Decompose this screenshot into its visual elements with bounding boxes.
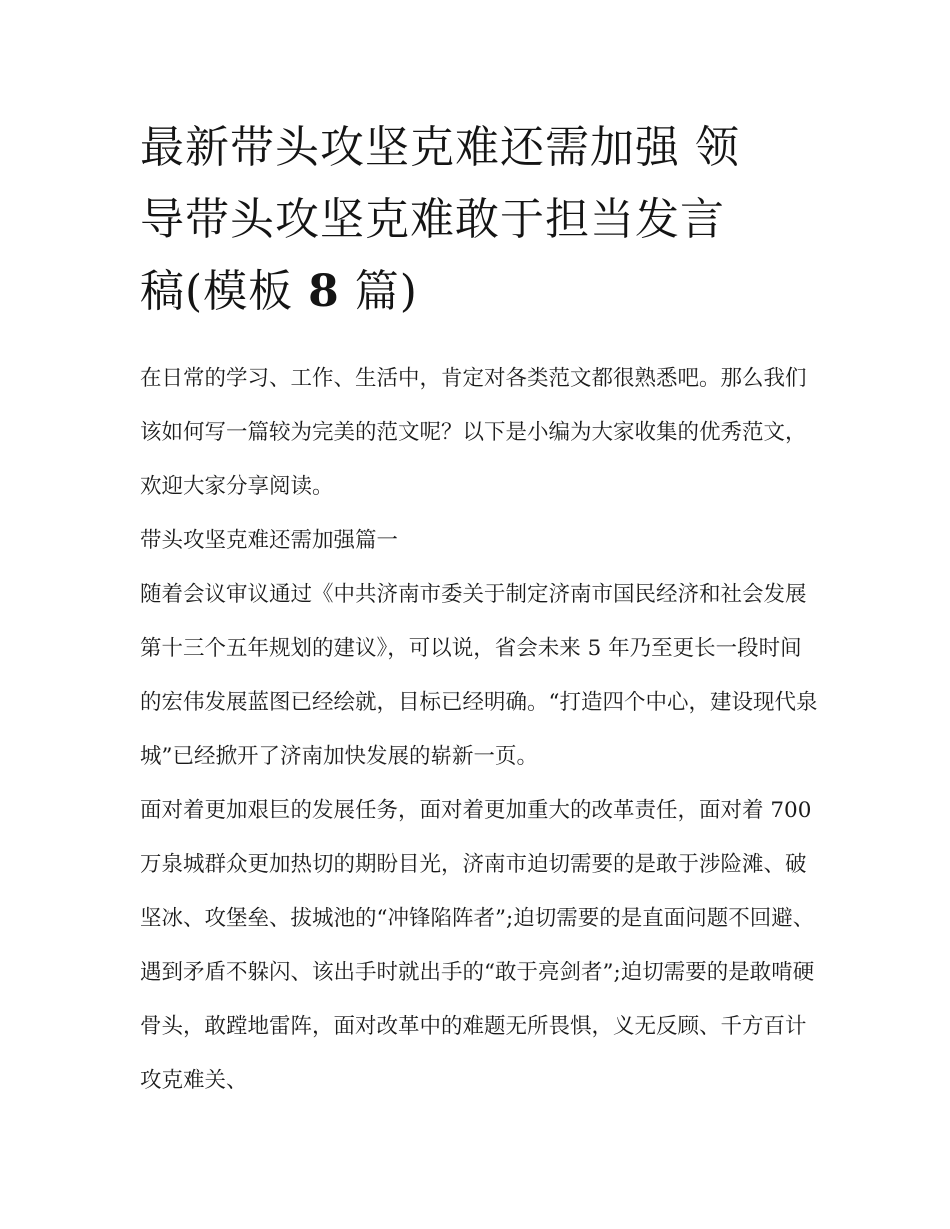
title-line-2: 导带头攻坚克难敢于担当发言 — [140, 194, 725, 245]
title-template-count: 8 — [308, 266, 340, 317]
title-line-1: 最新带头攻坚克难还需加强 领 — [140, 122, 740, 173]
document-body — [140, 352, 820, 1108]
document-title — [140, 112, 830, 328]
title-line-3-suffix: 篇) — [339, 266, 418, 317]
intro-paragraph: 在日常的学习、工作、生活中，肯定对各类范文都很熟悉吧。那么我们该如何写一篇较为完美的范文呢？以下是小编为大家收集的优秀范文，欢迎大家分享阅读。 — [140, 366, 807, 499]
body-paragraph-2: 面对着更加艰巨的发展任务，面对着更加重大的改革责任，面对着 700 万泉城群众更加热切的期盼目光，济南市迫切需要的是敢于涉险滩、破坚冰、攻堡垒、拔城池的“冲锋陷阵者”;迫切需要的是直面问题不回避、遇到矛盾不躲闪、该出手时就出手的“敢于亮剑者”;迫切需要的是敢啃硬骨头，敢蹚地雷阵，面对改革中的难题无所畏惧，义无反顾、千方百计攻克难关、 — [140, 798, 815, 1093]
title-line-3-prefix: 稿(模板 — [140, 266, 309, 317]
body-paragraph-1: 随着会议审议通过《中共济南市委关于制定济南市国民经济和社会发展第十三个五年规划的建议》，可以说，省会未来 5 年乃至更长一段时间的宏伟发展蓝图已经绘就，目标已经明确。“打造四个中心，建设现代泉城”已经掀开了济南加快发展的崭新一页。 — [140, 582, 818, 769]
section-heading: 带头攻坚克难还需加强篇一 — [140, 528, 399, 553]
